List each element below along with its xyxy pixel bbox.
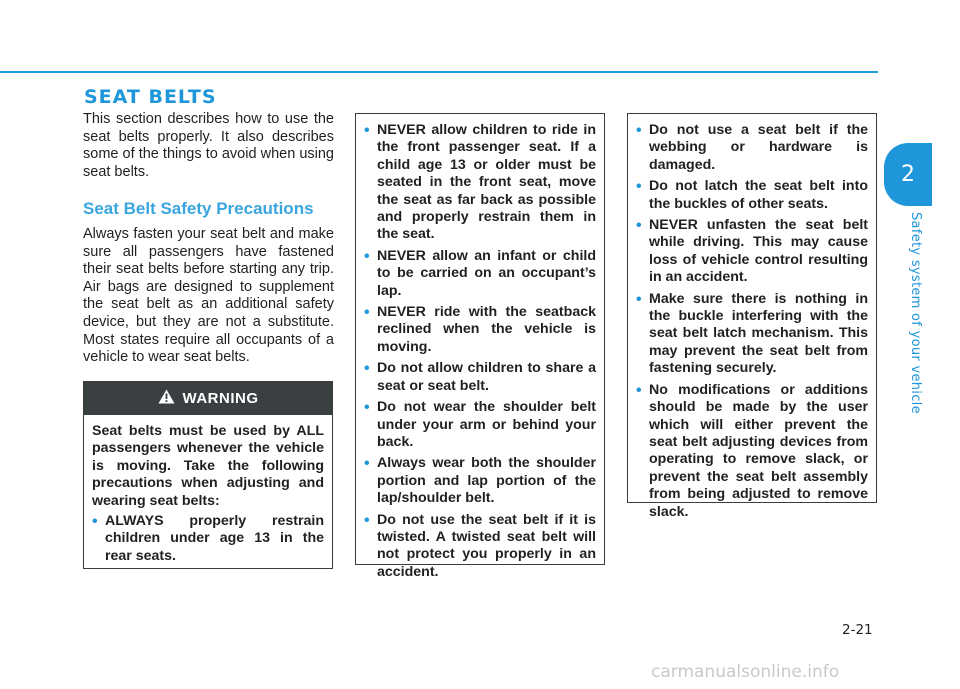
precautions-box-2 bbox=[627, 113, 877, 520]
intro-paragraph: This section describes how to use the seat belts properly. It also describes some of the things to avoid when using seat belts. bbox=[83, 111, 334, 180]
warning-triangle-icon bbox=[158, 389, 175, 408]
chapter-number: 2 bbox=[901, 162, 915, 187]
warning-header-label: WARNING bbox=[182, 390, 259, 407]
watermark: carmanualsonline.info bbox=[651, 662, 840, 682]
section-title: SEAT BELTS bbox=[84, 86, 217, 108]
warning-list bbox=[92, 513, 324, 565]
warning-text: Seat belts must be used by ALL passengers whenever the vehicle is moving. Take the following precautions when adjusting and wearing seat belts: bbox=[92, 423, 324, 509]
chapter-label: Safety system of your vehicle bbox=[908, 212, 923, 414]
top-rule bbox=[0, 71, 878, 73]
warning-header bbox=[84, 382, 332, 415]
warning-body bbox=[84, 415, 332, 565]
precautions-list-2 bbox=[636, 122, 868, 521]
precaution-item: • Do not use a seat belt if the webbing or hardware is damaged. bbox=[636, 122, 868, 174]
body-paragraph: Always fasten your seat belt and make sure all passengers have fastened their seat belts before starting any trip. Air bags are designed to supplement the seat belt as an additional safety device, but they are not a substitute. Most states require all occupants of a vehicle to wear seat belts. bbox=[83, 226, 334, 366]
precaution-item: • Do not use the seat belt if it is twisted. A twisted seat belt will not protect you properly in an accident. bbox=[364, 512, 596, 582]
warning-box bbox=[83, 381, 333, 569]
page-number: 2-21 bbox=[842, 622, 873, 638]
precaution-item: • NEVER ride with the seatback reclined when the vehicle is moving. bbox=[364, 304, 596, 356]
chapter-number-tab bbox=[884, 143, 932, 206]
warning-list-item: • ALWAYS properly restrain children under age 13 in the rear seats. bbox=[92, 513, 324, 565]
precaution-item: • Always wear both the shoulder portion and lap portion of the lap/shoulder belt. bbox=[364, 455, 596, 507]
precautions-list-1 bbox=[364, 122, 596, 581]
subheading: Seat Belt Safety Precautions bbox=[83, 199, 314, 218]
precaution-item: • Do not latch the seat belt into the buckles of other seats. bbox=[636, 178, 868, 213]
precautions-box-1 bbox=[355, 113, 605, 580]
precaution-item: • Make sure there is nothing in the buckle interfering with the seat belt latch mechanism. This may prevent the seat belt from fastening securely. bbox=[636, 291, 868, 378]
precaution-item: • NEVER allow children to ride in the front passenger seat. If a child age 13 or older must be seated in the front seat, move the seat as far back as possible and properly restrain them in the seat. bbox=[364, 122, 596, 244]
precaution-item: • Do not allow children to share a seat or seat belt. bbox=[364, 360, 596, 395]
precaution-item: • Do not wear the shoulder belt under your arm or behind your back. bbox=[364, 399, 596, 451]
precaution-item: • NEVER allow an infant or child to be carried on an occupant’s lap. bbox=[364, 248, 596, 300]
precaution-item: • NEVER unfasten the seat belt while driving. This may cause loss of vehicle control resulting in an accident. bbox=[636, 217, 868, 287]
precaution-item: • No modifications or additions should be made by the user which will either prevent the seat belt adjusting devices from operating to remove slack, or prevent the seat belt assembly from being adjusted to remove slack. bbox=[636, 382, 868, 521]
